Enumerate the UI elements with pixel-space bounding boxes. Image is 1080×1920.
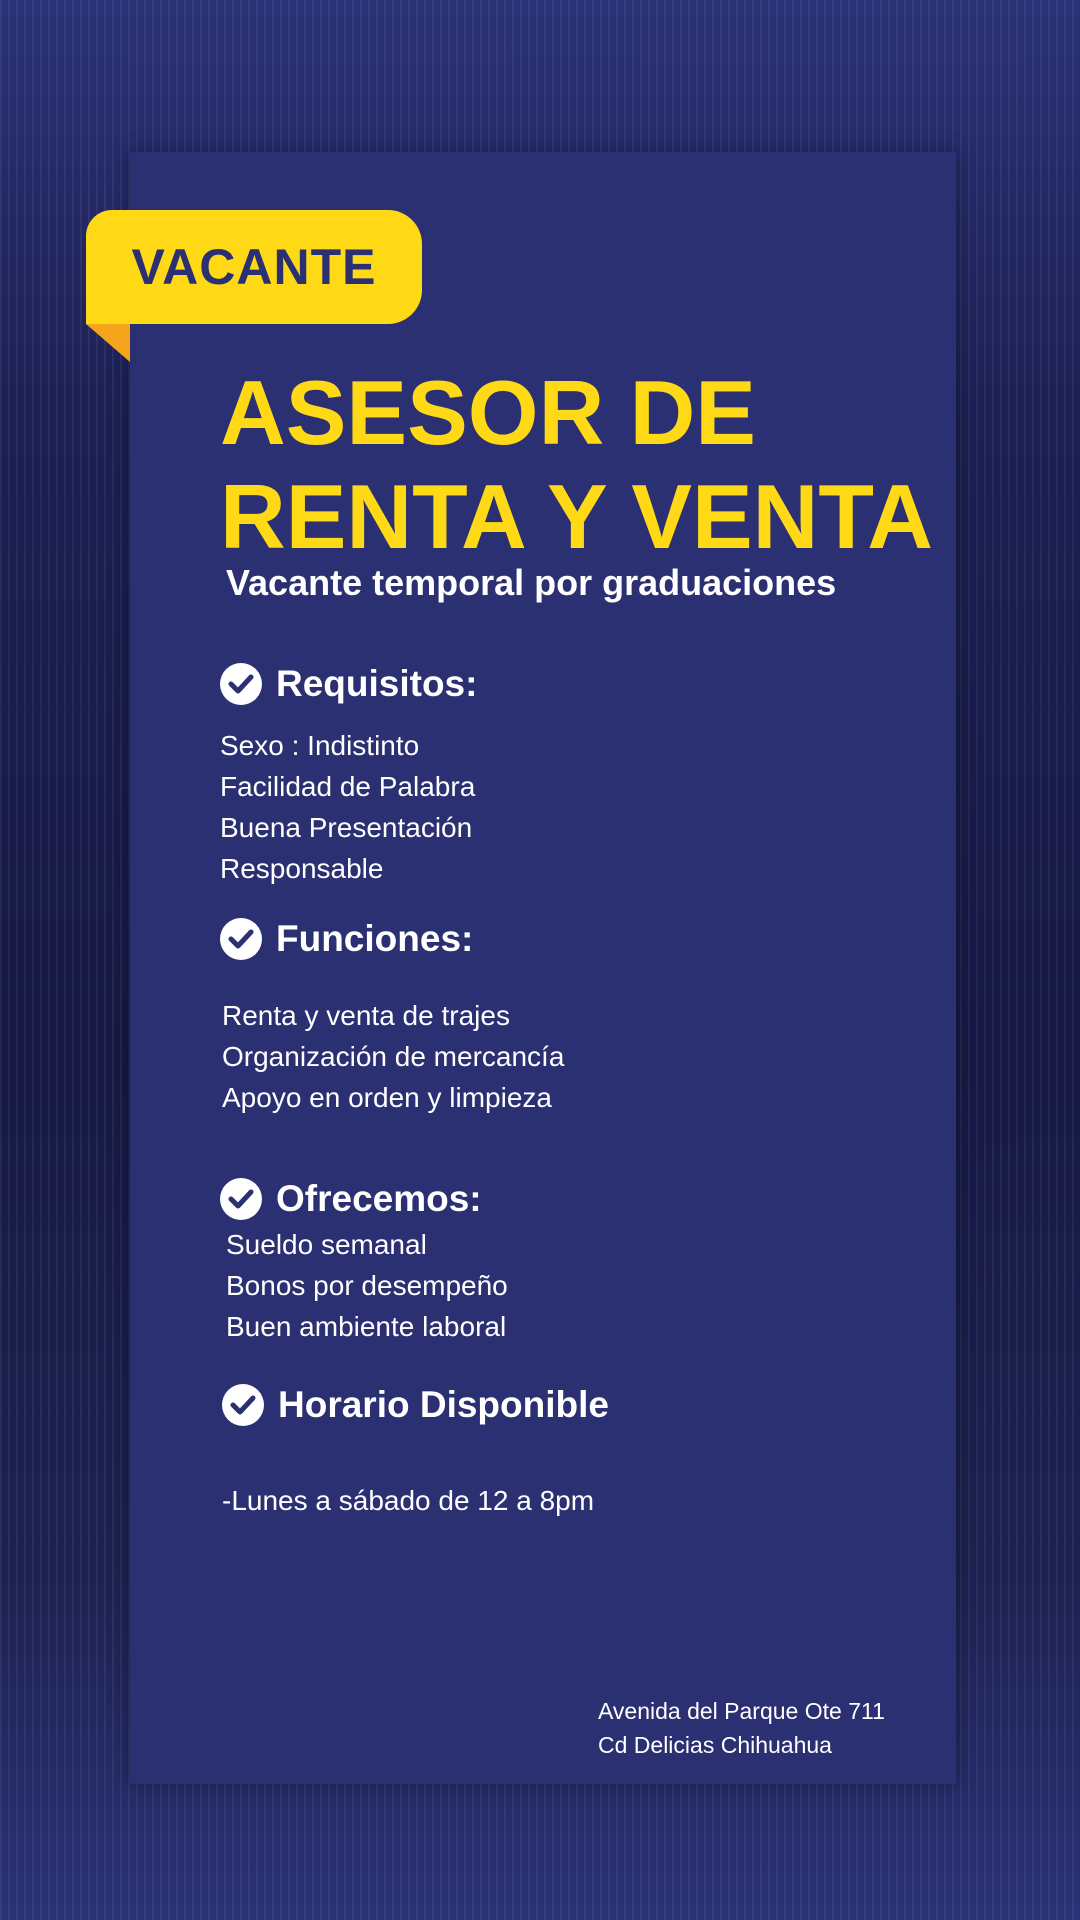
section-funciones-list	[222, 995, 564, 1118]
section-funciones-header	[220, 918, 473, 960]
address-line-2: Cd Delicias Chihuahua	[598, 1732, 832, 1758]
list-item: Apoyo en orden y limpieza	[222, 1082, 552, 1113]
list-item: Sexo : Indistinto	[220, 730, 420, 761]
section-horario-header	[222, 1384, 609, 1426]
address-line-1: Avenida del Parque Ote 711	[598, 1698, 885, 1724]
vacante-tag-label: VACANTE	[131, 239, 377, 295]
section-ofrecemos-title: Ofrecemos:	[276, 1178, 482, 1219]
list-item: Bonos por desempeño	[226, 1270, 508, 1301]
check-circle-icon	[222, 1384, 264, 1426]
tag-fold	[86, 324, 130, 362]
list-item: Responsable	[220, 853, 384, 884]
list-item: -Lunes a sábado de 12 a 8pm	[222, 1485, 595, 1516]
section-funciones-title: Funciones:	[276, 918, 474, 959]
check-circle-icon	[220, 1178, 262, 1220]
section-ofrecemos-header	[220, 1178, 482, 1220]
section-requisitos-header	[220, 663, 477, 705]
list-item: Sueldo semanal	[226, 1229, 427, 1260]
check-circle-icon	[220, 663, 262, 705]
list-item: Renta y venta de trajes	[222, 1000, 510, 1031]
list-item: Facilidad de Palabra	[220, 771, 476, 802]
section-horario-list	[222, 1480, 594, 1521]
section-requisitos-title: Requisitos:	[276, 663, 478, 704]
job-title-line-1: ASESOR DE	[220, 363, 757, 464]
job-title-line-2: RENTA Y VENTA	[220, 467, 933, 568]
job-title	[220, 362, 960, 570]
check-circle-icon	[220, 918, 262, 960]
section-requisitos-list	[220, 725, 475, 889]
section-ofrecemos-list	[226, 1224, 508, 1347]
list-item: Buena Presentación	[220, 812, 473, 843]
job-subtitle: Vacante temporal por graduaciones	[226, 562, 837, 603]
address-block	[598, 1694, 885, 1762]
list-item: Organización de mercancía	[222, 1041, 565, 1072]
list-item: Buen ambiente laboral	[226, 1311, 507, 1342]
vacante-tag	[86, 210, 422, 324]
section-horario-title: Horario Disponible	[278, 1384, 609, 1425]
